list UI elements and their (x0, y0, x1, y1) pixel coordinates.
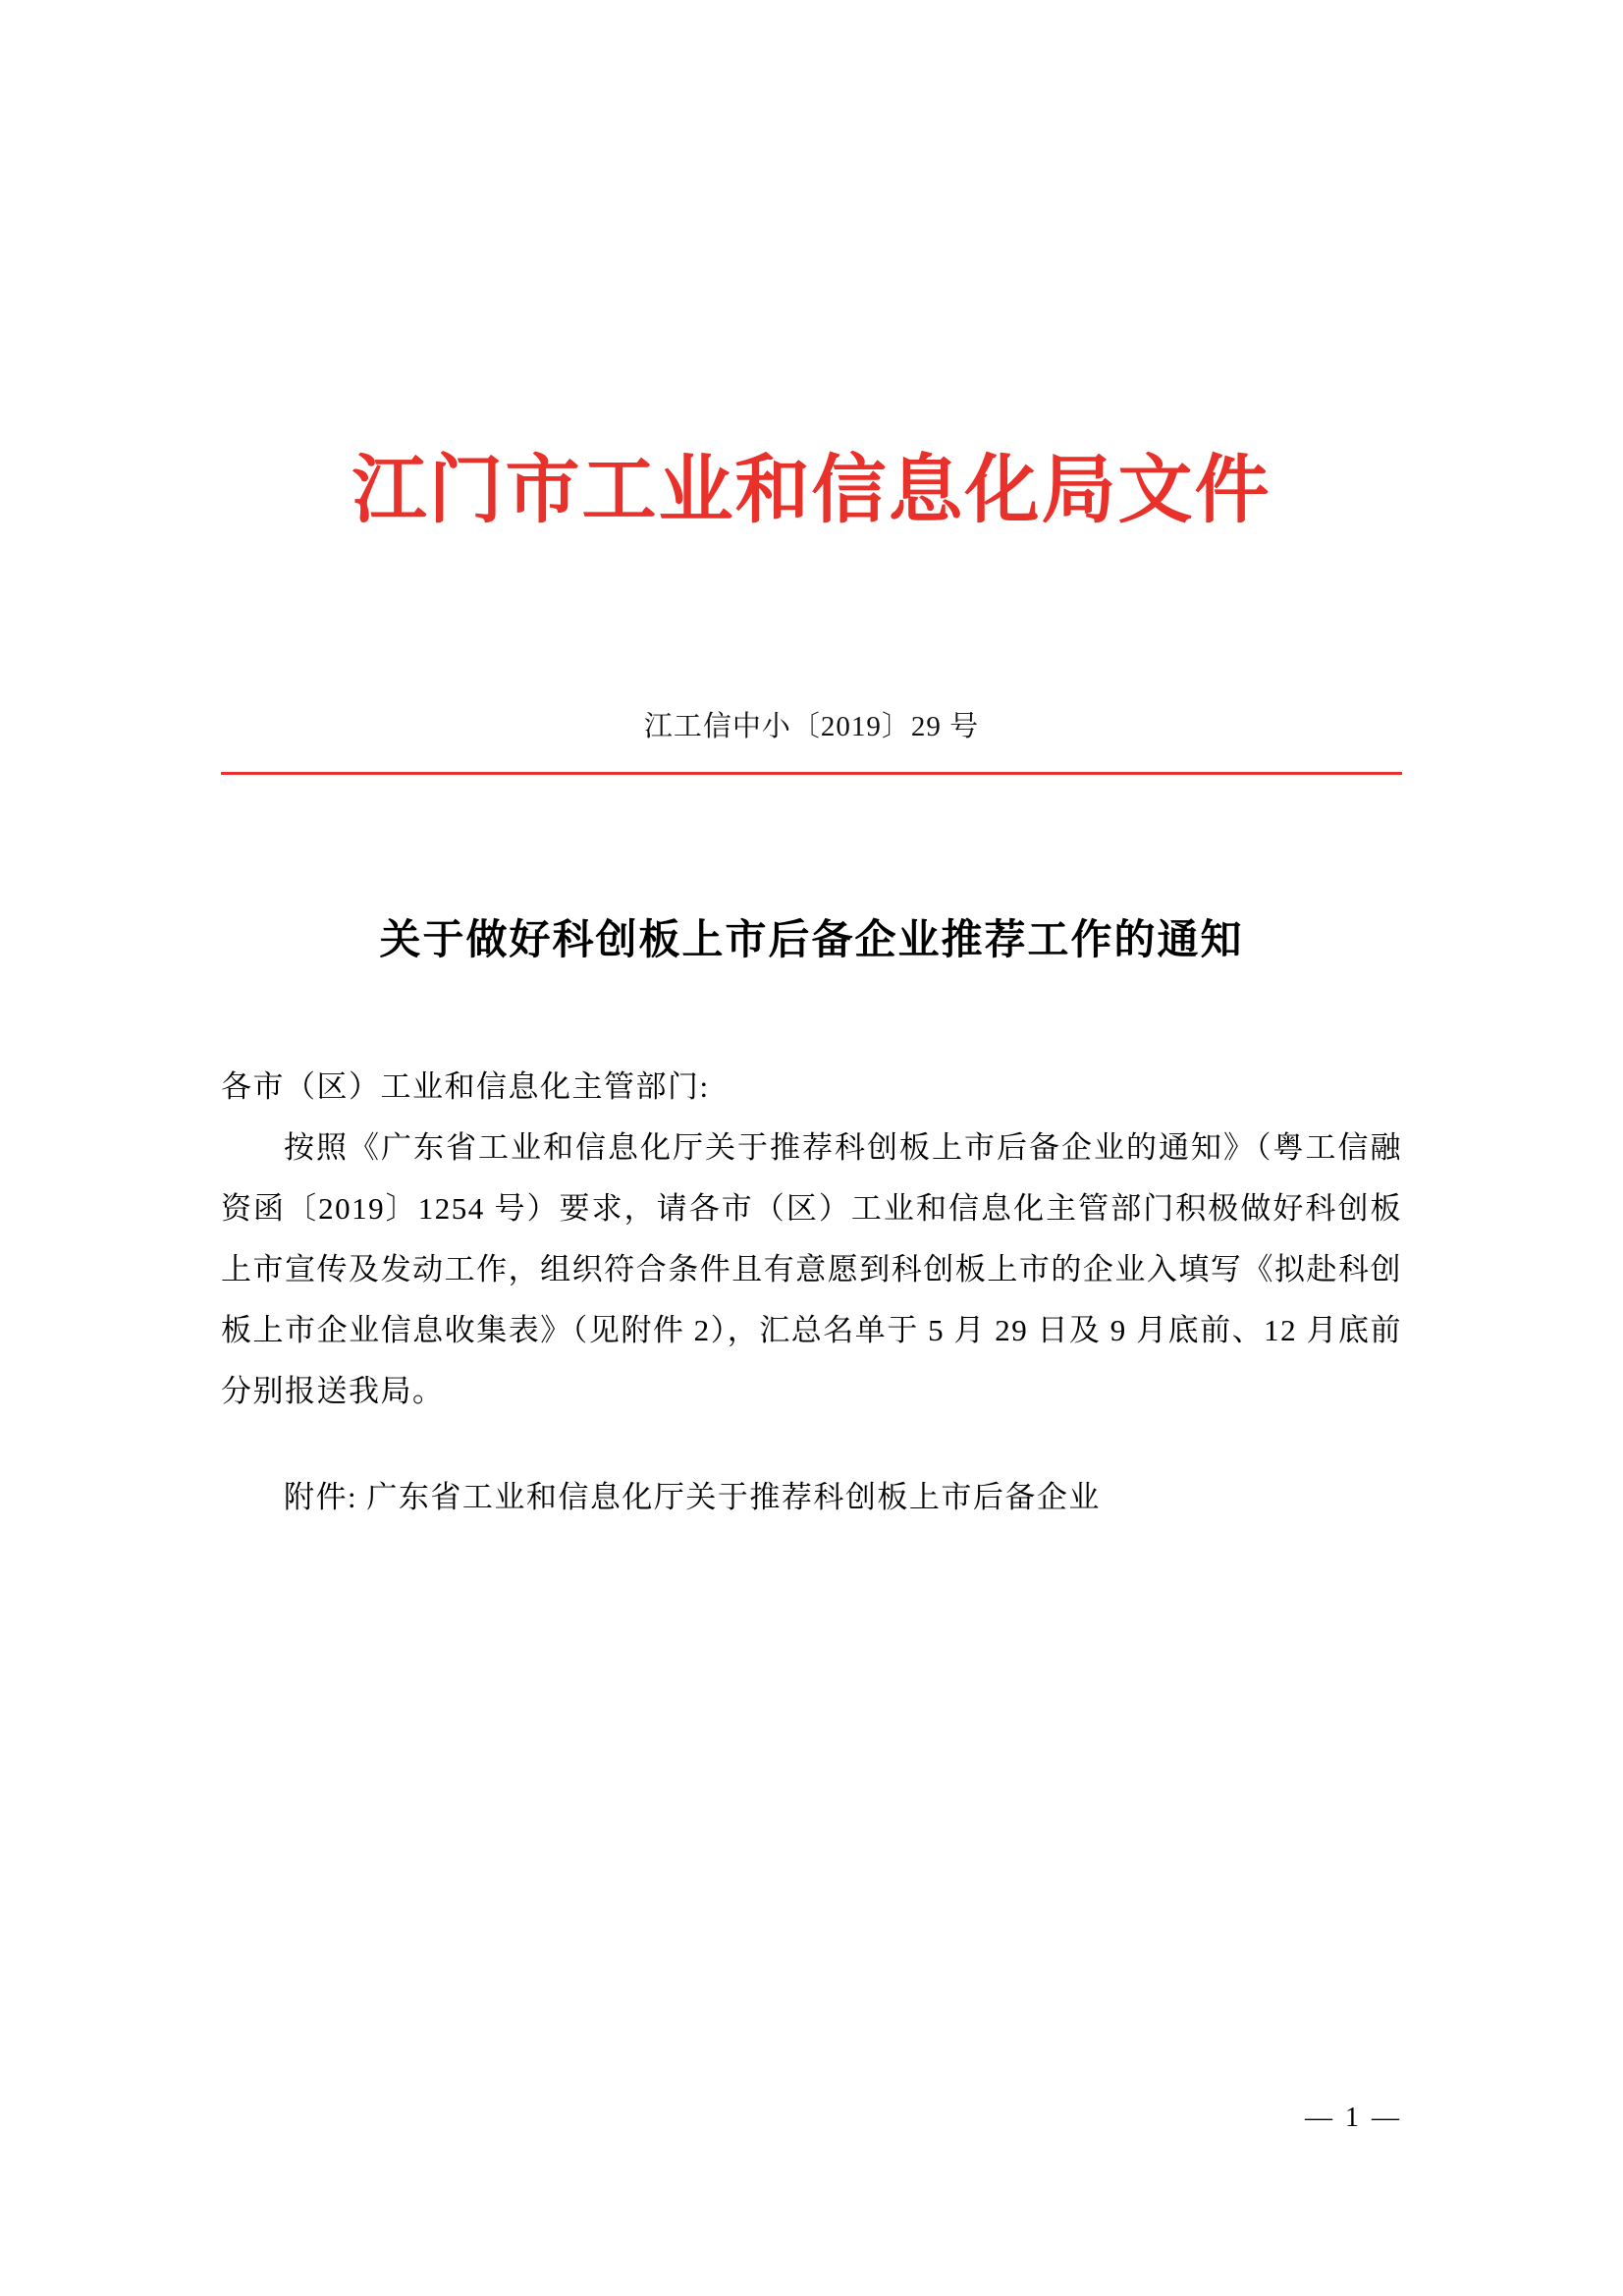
salutation: 各市（区）工业和信息化主管部门: (221, 1069, 710, 1105)
document-title: 关于做好科创板上市后备企业推荐工作的通知 (379, 915, 1244, 964)
document-body (221, 1057, 1402, 1528)
document-masthead: 江门市工业和信息化局文件 (352, 446, 1271, 533)
red-separator-rule (221, 772, 1402, 775)
body-paragraph-1: 按照《广东省工业和信息化厅关于推荐科创板上市后备企业的通知》（粤工信融资函〔2019〕1254 号）要求，请各市（区）工业和信息化主管部门积极做好科创板上市宣传及发动工作，组织符合条件且有意愿到科创板上市的企业入填写《拟赴科创板上市企业信息收集表》（见附件 2），汇总名单于 5 月 29 日及 9 月底前、12 月底前分别报送我局。 (221, 1130, 1402, 1409)
attachment-line: 附件: 广东省工业和信息化厅关于推荐科创板上市后备企业 (284, 1480, 1101, 1515)
page-number-footer: — 1 — (1305, 2103, 1402, 2133)
document-number: 江工信中小〔2019〕29 号 (643, 711, 980, 743)
